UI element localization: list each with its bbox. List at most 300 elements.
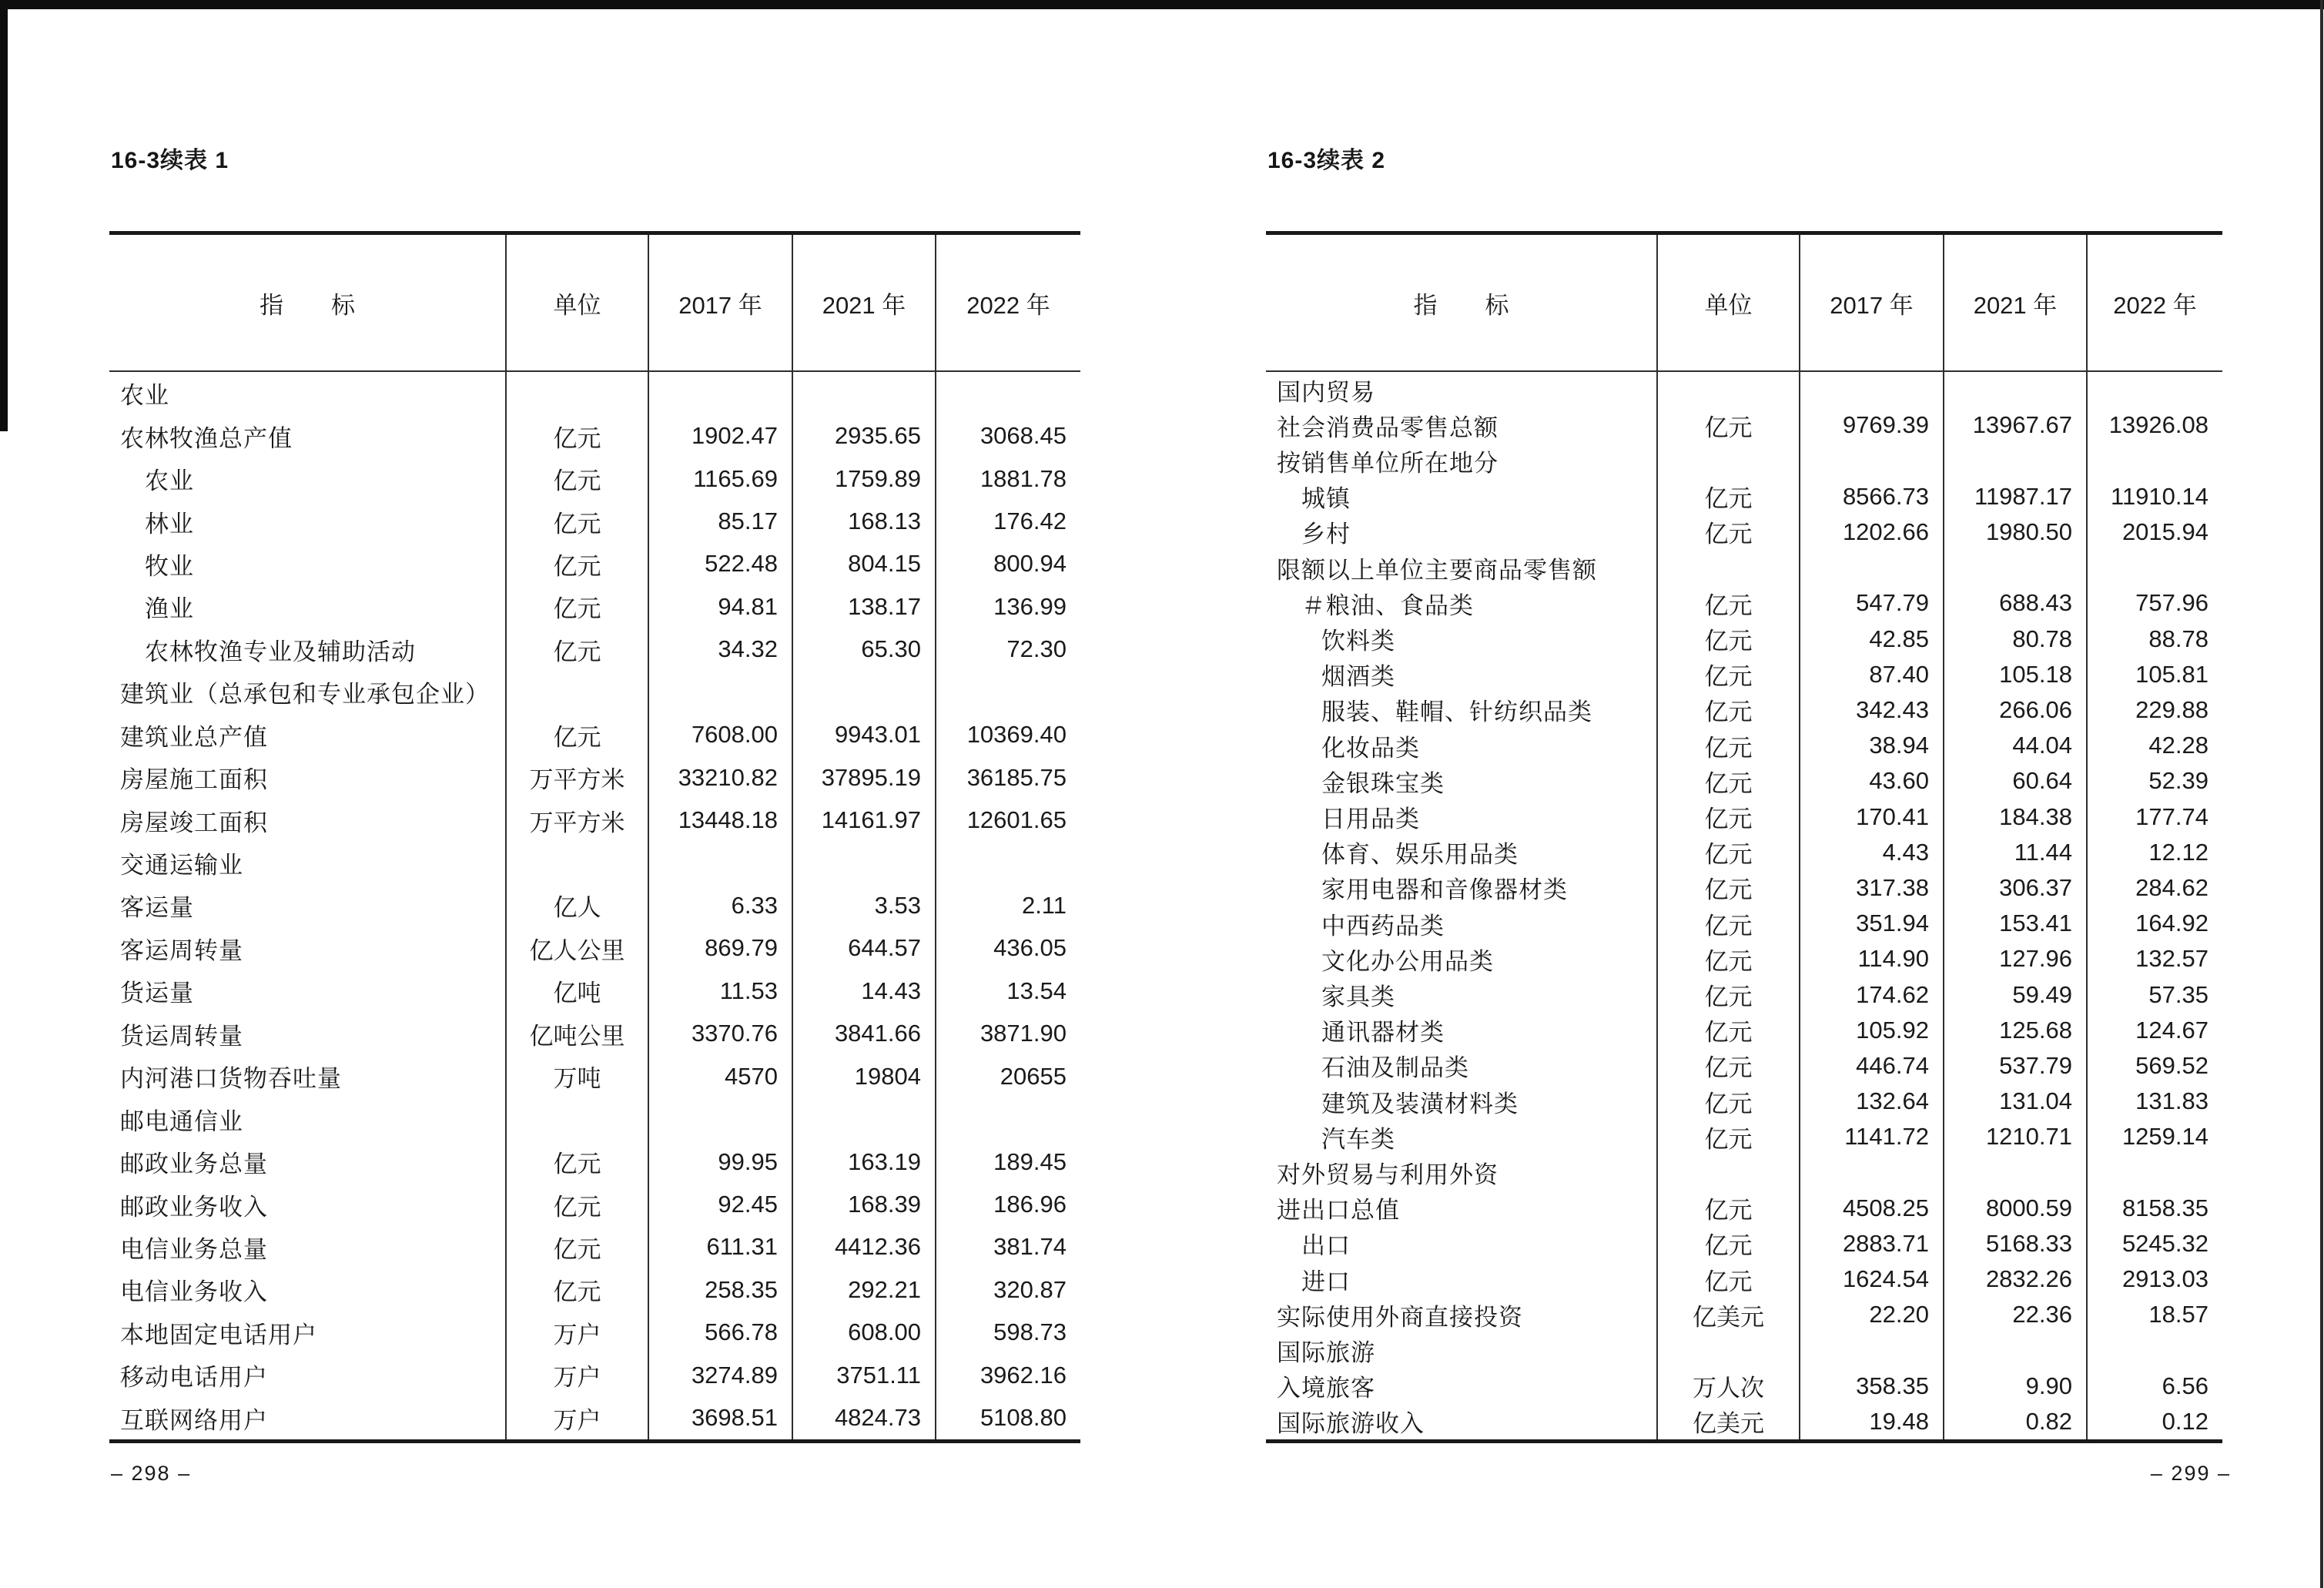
table-row xyxy=(1266,657,2222,692)
value-2021-cell xyxy=(792,671,935,713)
value-2022-cell: 186.96 xyxy=(935,1183,1080,1225)
value-2017-cell: 258.35 xyxy=(648,1268,792,1311)
value-2022-cell xyxy=(935,372,1080,414)
table-row xyxy=(1266,1297,2222,1332)
table-row xyxy=(109,1013,1080,1055)
unit-cell: 亿元 xyxy=(1656,906,1799,941)
indicator-cell: 服装、鞋帽、针纺织品类 xyxy=(1321,699,1592,726)
value-2021-cell: 1980.50 xyxy=(1943,514,2086,550)
value-2021-cell: 3.53 xyxy=(792,884,935,926)
unit-cell: 亿元 xyxy=(1656,514,1799,550)
table-row xyxy=(1266,550,2222,585)
indicator-cell: 金银珠宝类 xyxy=(1321,769,1445,797)
unit-cell: 亿元 xyxy=(1656,977,1799,1012)
value-2021-cell: 13967.67 xyxy=(1943,407,2086,443)
indicator-cell: 建筑业（总承包和专业承包企业） xyxy=(120,681,490,709)
indicator-cell: 农业 xyxy=(145,467,194,495)
unit-cell: 万平方米 xyxy=(505,756,648,799)
value-2021-cell: 11.44 xyxy=(1943,835,2086,870)
table-row xyxy=(1266,728,2222,763)
indicator-cell: 国际旅游 xyxy=(1277,1339,1375,1367)
indicator-cell: 农业 xyxy=(120,382,169,410)
table-row xyxy=(109,671,1080,713)
value-2017-cell: 105.92 xyxy=(1799,1013,1943,1048)
table-row xyxy=(1266,1261,2222,1297)
indicator-cell: 邮政业务总量 xyxy=(120,1151,268,1178)
indicator-cell: 对外贸易与利用外资 xyxy=(1277,1161,1499,1189)
value-2022-cell: 36185.75 xyxy=(935,756,1080,799)
indicator-cell: 化妆品类 xyxy=(1321,734,1420,762)
value-2022-cell: 18.57 xyxy=(2086,1297,2222,1332)
table-body xyxy=(1266,372,2222,1443)
indicator-cell: 电信业务总量 xyxy=(120,1235,268,1263)
value-2021-cell: 804.15 xyxy=(792,543,935,585)
value-2017-cell: 446.74 xyxy=(1799,1048,1943,1084)
value-2021-cell: 0.82 xyxy=(1943,1404,2086,1439)
value-2022-cell: 3871.90 xyxy=(935,1013,1080,1055)
value-2022-cell: 2.11 xyxy=(935,884,1080,926)
value-2021-cell: 2935.65 xyxy=(792,414,935,457)
value-2017-cell xyxy=(648,372,792,414)
value-2021-cell: 5168.33 xyxy=(1943,1226,2086,1261)
indicator-cell: 日用品类 xyxy=(1321,806,1420,833)
value-2021-cell: 644.57 xyxy=(792,927,935,970)
unit-cell: 亿美元 xyxy=(1656,1297,1799,1332)
table-row xyxy=(1266,1369,2222,1404)
value-2017-cell: 522.48 xyxy=(648,543,792,585)
table-row xyxy=(109,628,1080,671)
value-2021-cell: 1210.71 xyxy=(1943,1119,2086,1154)
table-body xyxy=(109,372,1080,1443)
value-2021-cell: 127.96 xyxy=(1943,941,2086,977)
unit-cell xyxy=(505,372,648,414)
unit-cell: 亿元 xyxy=(1656,799,1799,834)
value-2022-cell: 3068.45 xyxy=(935,414,1080,457)
value-2017-cell xyxy=(648,1097,792,1140)
table-row xyxy=(1266,1191,2222,1226)
table-row xyxy=(109,457,1080,500)
table-row xyxy=(109,1397,1080,1439)
value-2021-cell xyxy=(1943,1154,2086,1190)
indicator-cell: 石油及制品类 xyxy=(1321,1054,1469,1082)
unit-cell: 亿元 xyxy=(1656,1191,1799,1226)
value-2022-cell: 164.92 xyxy=(2086,906,2222,941)
value-2021-cell: 11987.17 xyxy=(1943,479,2086,514)
table-row xyxy=(109,1226,1080,1268)
value-2021-cell: 168.13 xyxy=(792,500,935,542)
header-indicator: 指 标 xyxy=(1413,291,1509,319)
value-2021-cell: 2832.26 xyxy=(1943,1261,2086,1297)
indicator-cell: 邮政业务收入 xyxy=(120,1193,268,1221)
value-2022-cell: 13.54 xyxy=(935,970,1080,1012)
table-row xyxy=(1266,514,2222,550)
value-2017-cell: 3698.51 xyxy=(648,1397,792,1439)
indicator-cell: 国内贸易 xyxy=(1277,378,1375,406)
unit-cell: 亿元 xyxy=(1656,941,1799,977)
header-2017: 2017 年 xyxy=(1799,235,1943,370)
value-2021-cell: 80.78 xyxy=(1943,621,2086,656)
value-2022-cell: 52.39 xyxy=(2086,763,2222,799)
table-row xyxy=(1266,941,2222,977)
value-2021-cell: 65.30 xyxy=(792,628,935,671)
value-2022-cell: 3962.16 xyxy=(935,1354,1080,1396)
indicator-cell: ＃粮油、食品类 xyxy=(1301,591,1474,619)
value-2021-cell: 266.06 xyxy=(1943,692,2086,728)
value-2021-cell: 125.68 xyxy=(1943,1013,2086,1048)
value-2022-cell xyxy=(935,671,1080,713)
value-2017-cell: 1165.69 xyxy=(648,457,792,500)
value-2022-cell xyxy=(2086,550,2222,585)
value-2021-cell: 60.64 xyxy=(1943,763,2086,799)
value-2022-cell: 5245.32 xyxy=(2086,1226,2222,1261)
value-2017-cell xyxy=(1799,1154,1943,1190)
indicator-cell: 烟酒类 xyxy=(1321,663,1395,691)
value-2021-cell: 4412.36 xyxy=(792,1226,935,1268)
table-title-right: 16-3续表 2 xyxy=(1267,148,1386,173)
unit-cell: 万户 xyxy=(505,1354,648,1396)
value-2022-cell xyxy=(2086,443,2222,478)
unit-cell: 亿元 xyxy=(505,1268,648,1311)
unit-cell: 亿元 xyxy=(505,1141,648,1183)
value-2021-cell: 9943.01 xyxy=(792,714,935,756)
value-2017-cell: 13448.18 xyxy=(648,799,792,841)
indicator-cell: 互联网络用户 xyxy=(120,1406,268,1434)
table-row xyxy=(109,543,1080,585)
unit-cell: 亿人公里 xyxy=(505,927,648,970)
header-2017: 2017 年 xyxy=(648,235,792,370)
indicator-cell: 家用电器和音像器材类 xyxy=(1321,876,1568,904)
value-2022-cell xyxy=(2086,372,2222,407)
table-row xyxy=(1266,1404,2222,1439)
value-2022-cell: 72.30 xyxy=(935,628,1080,671)
indicator-cell: 家具类 xyxy=(1321,983,1395,1011)
unit-cell: 亿元 xyxy=(505,1183,648,1225)
header-2021: 2021 年 xyxy=(792,235,935,370)
value-2017-cell: 2883.71 xyxy=(1799,1226,1943,1261)
value-2017-cell: 1141.72 xyxy=(1799,1119,1943,1154)
indicator-cell: 乡村 xyxy=(1301,521,1351,548)
scan-edge-left xyxy=(0,0,8,431)
unit-cell: 亿元 xyxy=(505,414,648,457)
value-2017-cell: 94.81 xyxy=(648,585,792,628)
value-2017-cell: 547.79 xyxy=(1799,585,1943,621)
table-row xyxy=(1266,799,2222,834)
table-row xyxy=(109,1312,1080,1354)
value-2017-cell: 85.17 xyxy=(648,500,792,542)
value-2022-cell: 177.74 xyxy=(2086,799,2222,834)
value-2017-cell: 174.62 xyxy=(1799,977,1943,1012)
value-2022-cell: 6.56 xyxy=(2086,1369,2222,1404)
table-row xyxy=(109,500,1080,542)
value-2022-cell: 569.52 xyxy=(2086,1048,2222,1084)
value-2022-cell: 8158.35 xyxy=(2086,1191,2222,1226)
value-2021-cell xyxy=(1943,550,2086,585)
value-2022-cell: 0.12 xyxy=(2086,1404,2222,1439)
value-2021-cell xyxy=(1943,1332,2086,1368)
value-2017-cell: 22.20 xyxy=(1799,1297,1943,1332)
value-2022-cell: 42.28 xyxy=(2086,728,2222,763)
value-2022-cell: 176.42 xyxy=(935,500,1080,542)
value-2017-cell: 1624.54 xyxy=(1799,1261,1943,1297)
value-2022-cell xyxy=(2086,1154,2222,1190)
table-row xyxy=(1266,585,2222,621)
value-2017-cell: 33210.82 xyxy=(648,756,792,799)
unit-cell: 亿元 xyxy=(1656,1226,1799,1261)
value-2021-cell: 8000.59 xyxy=(1943,1191,2086,1226)
table-row xyxy=(1266,1332,2222,1368)
value-2017-cell: 43.60 xyxy=(1799,763,1943,799)
value-2021-cell: 9.90 xyxy=(1943,1369,2086,1404)
value-2021-cell: 22.36 xyxy=(1943,1297,2086,1332)
table-row xyxy=(1266,1084,2222,1119)
value-2021-cell: 105.18 xyxy=(1943,657,2086,692)
value-2021-cell: 19804 xyxy=(792,1055,935,1097)
header-2021: 2021 年 xyxy=(1943,235,2086,370)
value-2017-cell: 317.38 xyxy=(1799,870,1943,906)
value-2017-cell: 4508.25 xyxy=(1799,1191,1943,1226)
value-2021-cell xyxy=(1943,372,2086,407)
value-2021-cell: 59.49 xyxy=(1943,977,2086,1012)
unit-cell: 亿元 xyxy=(1656,621,1799,656)
indicator-cell: 林业 xyxy=(145,510,194,538)
value-2021-cell: 608.00 xyxy=(792,1312,935,1354)
unit-cell: 亿人 xyxy=(505,884,648,926)
table-row xyxy=(1266,1013,2222,1048)
unit-cell: 万平方米 xyxy=(505,799,648,841)
indicator-cell: 汽车类 xyxy=(1321,1125,1395,1153)
value-2017-cell: 11.53 xyxy=(648,970,792,1012)
value-2022-cell: 320.87 xyxy=(935,1268,1080,1311)
table-row xyxy=(1266,621,2222,656)
value-2022-cell: 124.67 xyxy=(2086,1013,2222,1048)
unit-cell: 亿元 xyxy=(1656,407,1799,443)
value-2017-cell xyxy=(1799,1332,1943,1368)
page-number-right: – 299 – xyxy=(2150,1462,2231,1485)
value-2017-cell: 8566.73 xyxy=(1799,479,1943,514)
value-2017-cell: 566.78 xyxy=(648,1312,792,1354)
table-row xyxy=(109,927,1080,970)
value-2021-cell: 138.17 xyxy=(792,585,935,628)
value-2017-cell: 3274.89 xyxy=(648,1354,792,1396)
table-row xyxy=(109,414,1080,457)
unit-cell xyxy=(1656,372,1799,407)
unit-cell: 亿元 xyxy=(1656,835,1799,870)
table-row xyxy=(109,1097,1080,1140)
unit-cell: 亿元 xyxy=(505,714,648,756)
indicator-cell: 实际使用外商直接投资 xyxy=(1277,1303,1523,1331)
value-2022-cell: 5108.80 xyxy=(935,1397,1080,1439)
value-2017-cell xyxy=(1799,372,1943,407)
indicator-cell: 国际旅游收入 xyxy=(1277,1410,1425,1438)
value-2022-cell: 131.83 xyxy=(2086,1084,2222,1119)
value-2017-cell xyxy=(1799,550,1943,585)
value-2017-cell: 7608.00 xyxy=(648,714,792,756)
value-2021-cell: 1759.89 xyxy=(792,457,935,500)
indicator-cell: 电信业务收入 xyxy=(120,1278,268,1306)
value-2021-cell: 4824.73 xyxy=(792,1397,935,1439)
value-2021-cell: 44.04 xyxy=(1943,728,2086,763)
value-2021-cell: 37895.19 xyxy=(792,756,935,799)
table-title-left: 16-3续表 1 xyxy=(111,148,229,173)
table-row xyxy=(109,842,1080,884)
value-2017-cell xyxy=(648,671,792,713)
header-2022: 2022 年 xyxy=(2086,235,2222,370)
unit-cell: 亿元 xyxy=(1656,870,1799,906)
indicator-cell: 房屋竣工面积 xyxy=(120,809,268,836)
value-2017-cell: 9769.39 xyxy=(1799,407,1943,443)
unit-cell: 亿元 xyxy=(1656,692,1799,728)
table-row xyxy=(109,714,1080,756)
unit-cell xyxy=(1656,1332,1799,1368)
value-2017-cell: 92.45 xyxy=(648,1183,792,1225)
value-2017-cell: 342.43 xyxy=(1799,692,1943,728)
indicator-cell: 农林牧渔专业及辅助活动 xyxy=(145,638,416,665)
unit-cell xyxy=(1656,550,1799,585)
value-2021-cell: 14161.97 xyxy=(792,799,935,841)
value-2017-cell: 351.94 xyxy=(1799,906,1943,941)
value-2022-cell: 189.45 xyxy=(935,1141,1080,1183)
value-2022-cell: 757.96 xyxy=(2086,585,2222,621)
value-2022-cell: 284.62 xyxy=(2086,870,2222,906)
unit-cell: 亿元 xyxy=(1656,1261,1799,1297)
value-2022-cell: 436.05 xyxy=(935,927,1080,970)
value-2021-cell: 292.21 xyxy=(792,1268,935,1311)
unit-cell: 亿元 xyxy=(1656,763,1799,799)
indicator-cell: 牧业 xyxy=(145,552,194,580)
unit-cell: 亿元 xyxy=(1656,1119,1799,1154)
header-2022: 2022 年 xyxy=(935,235,1080,370)
table-row xyxy=(109,799,1080,841)
indicator-cell: 货运周转量 xyxy=(120,1022,243,1050)
unit-cell: 亿元 xyxy=(1656,657,1799,692)
table-row xyxy=(1266,1119,2222,1154)
value-2021-cell: 153.41 xyxy=(1943,906,2086,941)
header-indicator: 指 标 xyxy=(260,291,355,319)
value-2017-cell: 99.95 xyxy=(648,1141,792,1183)
indicator-cell: 城镇 xyxy=(1301,485,1351,513)
table-row xyxy=(109,1141,1080,1183)
value-2021-cell: 131.04 xyxy=(1943,1084,2086,1119)
indicator-cell: 进口 xyxy=(1301,1268,1351,1295)
table-row xyxy=(109,1183,1080,1225)
value-2022-cell: 105.81 xyxy=(2086,657,2222,692)
indicator-cell: 按销售单位所在地分 xyxy=(1277,450,1499,477)
table-row xyxy=(109,1354,1080,1396)
indicator-cell: 渔业 xyxy=(145,595,194,623)
table-row xyxy=(1266,372,2222,407)
table-row xyxy=(109,585,1080,628)
table-row xyxy=(1266,1226,2222,1261)
value-2017-cell: 34.32 xyxy=(648,628,792,671)
scan-edge-right xyxy=(2320,0,2323,1588)
value-2022-cell: 11910.14 xyxy=(2086,479,2222,514)
value-2022-cell: 2913.03 xyxy=(2086,1261,2222,1297)
indicator-cell: 通讯器材类 xyxy=(1321,1019,1445,1047)
unit-cell: 亿元 xyxy=(1656,585,1799,621)
unit-cell: 亿元 xyxy=(505,585,648,628)
value-2021-cell: 688.43 xyxy=(1943,585,2086,621)
unit-cell: 万户 xyxy=(505,1397,648,1439)
value-2021-cell: 168.39 xyxy=(792,1183,935,1225)
unit-cell: 亿美元 xyxy=(1656,1404,1799,1439)
indicator-cell: 入境旅客 xyxy=(1277,1375,1375,1402)
table-row xyxy=(1266,1048,2222,1084)
value-2022-cell: 20655 xyxy=(935,1055,1080,1097)
value-2017-cell: 38.94 xyxy=(1799,728,1943,763)
indicator-cell: 客运量 xyxy=(120,894,194,922)
value-2022-cell xyxy=(2086,1332,2222,1368)
unit-cell xyxy=(505,671,648,713)
value-2022-cell: 13926.08 xyxy=(2086,407,2222,443)
value-2017-cell: 3370.76 xyxy=(648,1013,792,1055)
value-2022-cell: 800.94 xyxy=(935,543,1080,585)
value-2021-cell: 184.38 xyxy=(1943,799,2086,834)
value-2021-cell: 306.37 xyxy=(1943,870,2086,906)
page-number-left: – 298 – xyxy=(111,1462,192,1485)
value-2022-cell xyxy=(935,1097,1080,1140)
indicator-cell: 进出口总值 xyxy=(1277,1197,1400,1225)
value-2022-cell: 136.99 xyxy=(935,585,1080,628)
value-2017-cell: 114.90 xyxy=(1799,941,1943,977)
indicator-cell: 饮料类 xyxy=(1321,628,1395,655)
value-2021-cell: 14.43 xyxy=(792,970,935,1012)
indicator-cell: 内河港口货物吞吐量 xyxy=(120,1065,342,1093)
value-2021-cell xyxy=(792,372,935,414)
value-2017-cell: 1202.66 xyxy=(1799,514,1943,550)
indicator-cell: 建筑及装潢材料类 xyxy=(1321,1090,1519,1117)
value-2017-cell: 611.31 xyxy=(648,1226,792,1268)
unit-cell: 亿元 xyxy=(1656,479,1799,514)
table-row xyxy=(1266,906,2222,941)
value-2017-cell xyxy=(1799,443,1943,478)
table-row xyxy=(109,970,1080,1012)
indicator-cell: 出口 xyxy=(1301,1232,1351,1260)
value-2017-cell: 6.33 xyxy=(648,884,792,926)
value-2022-cell: 88.78 xyxy=(2086,621,2222,656)
table-row xyxy=(109,756,1080,799)
table-row xyxy=(1266,479,2222,514)
unit-cell: 亿元 xyxy=(1656,1013,1799,1048)
indicator-cell: 房屋施工面积 xyxy=(120,766,268,794)
indicator-cell: 移动电话用户 xyxy=(120,1364,268,1392)
unit-cell: 亿元 xyxy=(1656,728,1799,763)
indicator-cell: 文化办公用品类 xyxy=(1321,947,1494,975)
unit-cell xyxy=(1656,443,1799,478)
indicator-cell: 建筑业总产值 xyxy=(120,723,268,751)
indicator-cell: 交通运输业 xyxy=(120,852,243,879)
unit-cell: 万吨 xyxy=(505,1055,648,1097)
value-2017-cell: 358.35 xyxy=(1799,1369,1943,1404)
unit-cell: 亿吨 xyxy=(505,970,648,1012)
value-2017-cell xyxy=(648,842,792,884)
value-2017-cell: 170.41 xyxy=(1799,799,1943,834)
value-2021-cell: 537.79 xyxy=(1943,1048,2086,1084)
value-2022-cell: 598.73 xyxy=(935,1312,1080,1354)
value-2017-cell: 19.48 xyxy=(1799,1404,1943,1439)
unit-cell xyxy=(505,842,648,884)
value-2021-cell xyxy=(1943,443,2086,478)
value-2022-cell: 10369.40 xyxy=(935,714,1080,756)
value-2017-cell: 4570 xyxy=(648,1055,792,1097)
indicator-cell: 中西药品类 xyxy=(1321,912,1445,940)
unit-cell: 亿元 xyxy=(505,1226,648,1268)
table-row xyxy=(1266,1154,2222,1190)
table-header-row xyxy=(1266,231,2222,372)
table-row xyxy=(1266,407,2222,443)
table-row xyxy=(109,884,1080,926)
value-2021-cell: 3751.11 xyxy=(792,1354,935,1396)
value-2021-cell: 3841.66 xyxy=(792,1013,935,1055)
